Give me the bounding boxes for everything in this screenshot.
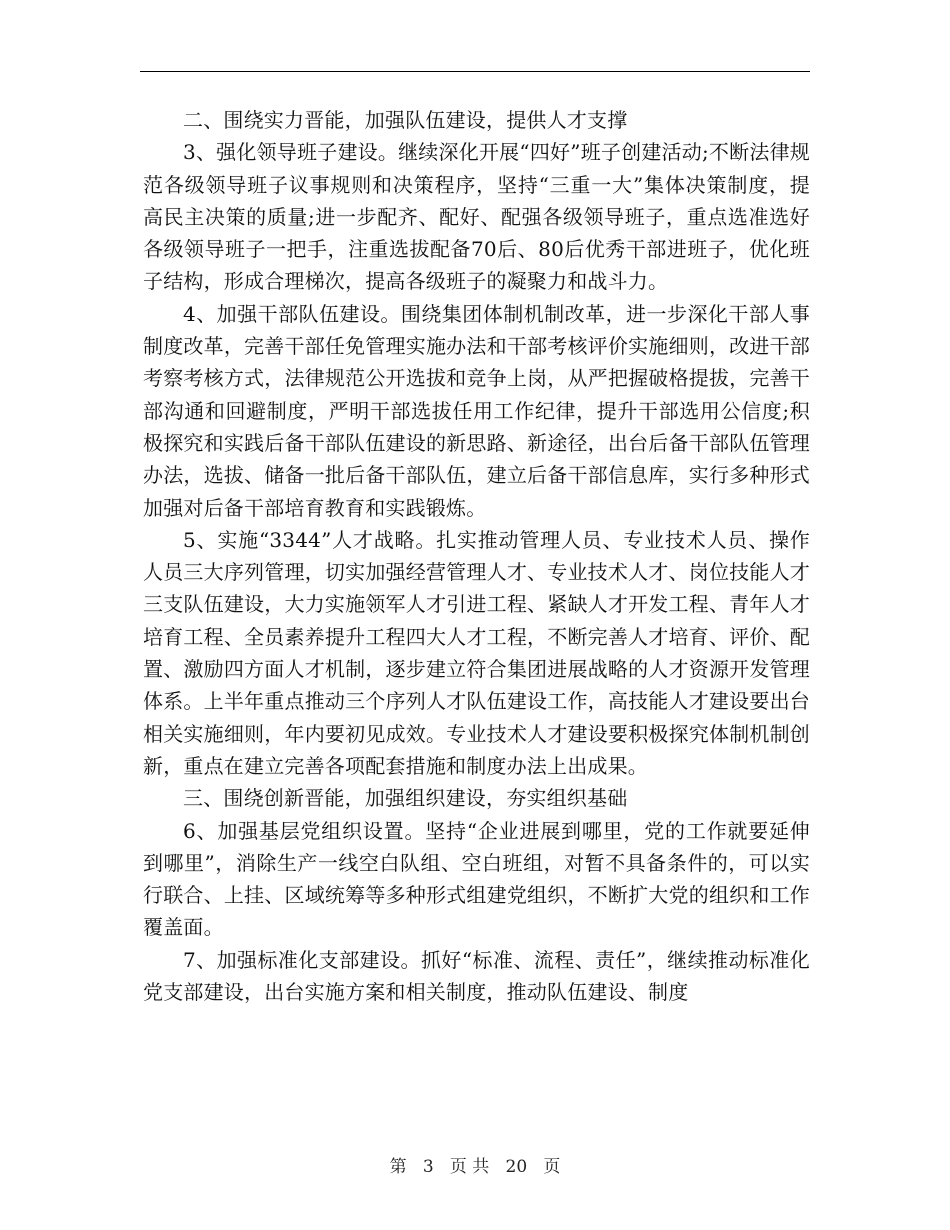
paragraph-6: 6、加强基层党组织设置。坚持“企业进展到哪里，党的工作就要延伸到哪里”，消除生产一线空白队组、空白班组，对暂不具备条件的，可以实行联合、上挂、区域统筹等多种形式组建党组织，不断扩大党的组织和工作覆盖面。	[143, 818, 810, 940]
page-label-middle: 页 共	[449, 1157, 490, 1177]
paragraph-3: 3、强化领导班子建设。继续深化开展“四好”班子创建活动;不断法律规范各级领导班子议事规则和决策程序，坚持“三重一大”集体决策制度，提高民主决策的质量;进一步配齐、配好、配强各级领导班子，重点选准选好各级领导班子一把手，注重选拔配备70后、80后优秀干部进班子，优化班子结构，形成合理梯次，提高各级班子的凝聚力和战斗力。	[143, 140, 810, 294]
paragraph-5: 5、实施“3344”人才战略。扎实推动管理人员、专业技术人员、操作人员三大序列管理，切实加强经营管理人才、专业技术人才、岗位技能人才三支队伍建设，大力实施领军人才引进工程、紧缺人才开发工程、青年人才培育工程、全员素养提升工程四大人才工程，不断完善人才培育、评价、配置、激励四方面人才机制，逐步建立符合集团进展战略的人才资源开发管理体系。上半年重点推动三个序列人才队伍建设工作，高技能人才建设要出台相关实施细则，年内要初见成效。专业技术人才建设要积极探究体制机制创新，重点在建立完善各项配套措施和制度办法上出成果。	[143, 527, 810, 778]
paragraph-7: 7、加强标准化支部建设。抓好“标准、流程、责任”，继续推动标准化党支部建设，出台实施方案和相关制度，推动队伍建设、制度	[143, 947, 810, 1005]
page-label-suffix: 页	[543, 1157, 561, 1177]
total-pages-number: 20	[505, 1157, 528, 1177]
page-label-prefix: 第	[389, 1157, 407, 1177]
page-footer	[0, 1156, 950, 1178]
header-rule	[140, 71, 810, 72]
paragraph-4: 4、加强干部队伍建设。围绕集团体制机制改革，进一步深化干部人事制度改革，完善干部任免管理实施办法和干部考核评价实施细则，改进干部考察考核方式，法律规范公开选拔和竞争上岗，从严把握破格提拔，完善干部沟通和回避制度，严明干部选拔任用工作纪律，提升干部选用公信度;积极探究和实践后备干部队伍建设的新思路、新途径，出台后备干部队伍管理办法，选拔、储备一批后备干部队伍，建立后备干部信息库，实行多种形式加强对后备干部培育教育和实践锻炼。	[143, 301, 810, 520]
document-body	[143, 104, 810, 1008]
current-page-number: 3	[422, 1157, 434, 1177]
section-heading-2: 二、围绕实力晋能，加强队伍建设，提供人才支撑	[183, 108, 628, 132]
section-heading-3: 三、围绕创新晋能，加强组织建设，夯实组织基础	[183, 786, 628, 811]
